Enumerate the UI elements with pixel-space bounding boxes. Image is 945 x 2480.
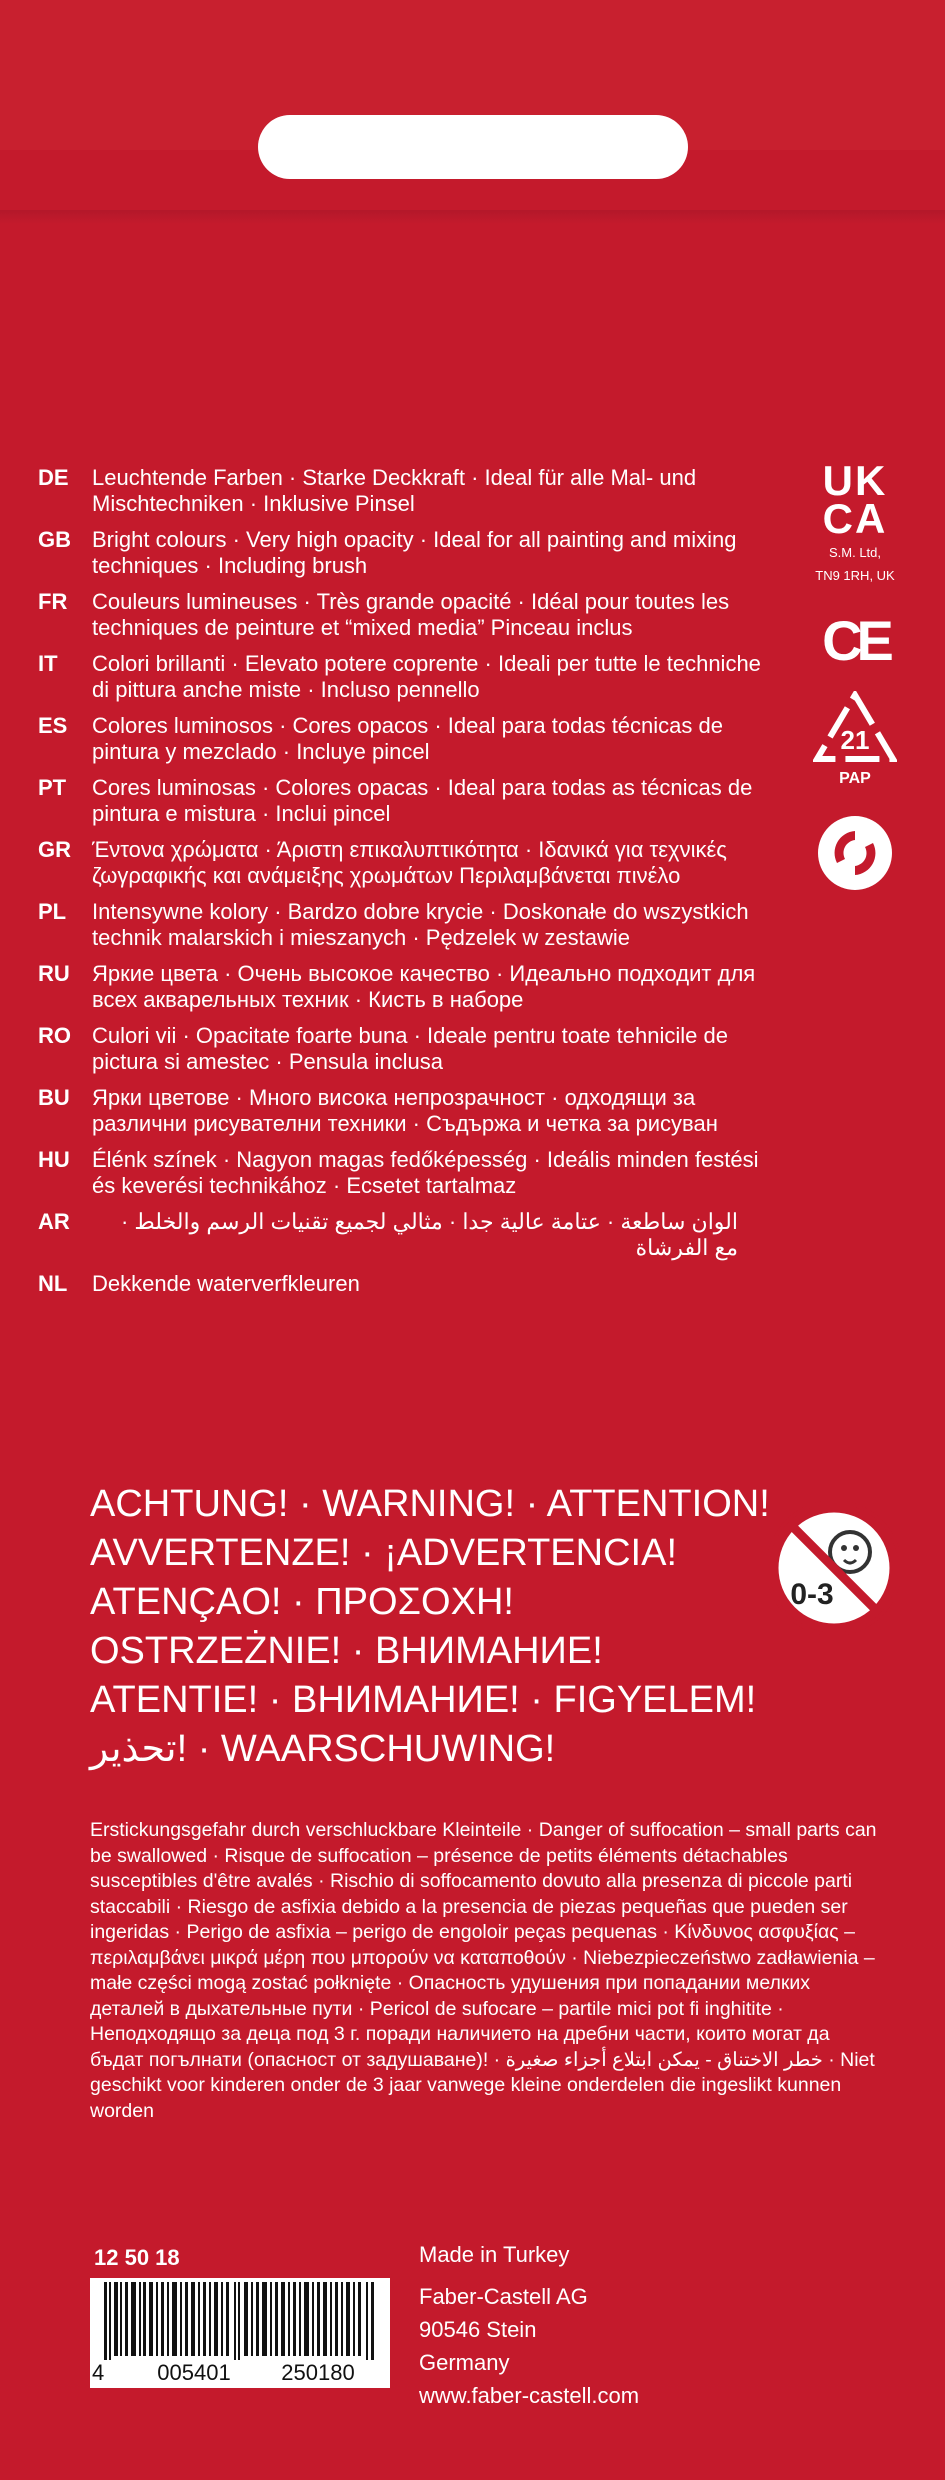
barcode-digits <box>90 2360 390 2386</box>
warning-line-2: AVVERTENZE! · ¡ADVERTENCIA! <box>90 1532 677 1574</box>
company-city: 90546 Stein <box>419 2317 537 2342</box>
ukca-line-1: UK <box>822 457 888 504</box>
ukca-line-2: CA <box>822 495 888 542</box>
lang-row-ro: RO Culori vii · Opacitate foarte buna · Ideale pentru toate tehnicile de pictura si amestec · Pensula inclusa <box>38 1023 728 1074</box>
green-dot-arrows-icon <box>827 825 883 881</box>
hang-hole <box>258 115 688 179</box>
warning-line-6: تحذير! · WAARSCHUWING! <box>90 1728 556 1770</box>
barcode-digit-lead: 4 <box>92 2360 105 2385</box>
lang-row-ar: AR الوان ساطعة · عتامة عالية جدا · مثالي لجميع تقنيات الرسم والخلط · مع الفرشاة <box>38 1209 738 1260</box>
manufacturer-info <box>419 2242 639 2416</box>
lang-row-de: DE Leuchtende Farben · Starke Deckkraft · Ideal für alle Mal- und Mischtechniken · Inklusive Pinsel <box>38 465 697 516</box>
made-in: Made in Turkey <box>419 2242 570 2267</box>
warning-line-5: ATENTIE! · ВНИМАНИЕ! · FIGYELEM! <box>90 1679 757 1721</box>
lang-row-nl: NL Dekkende waterverfkleuren <box>38 1271 360 1296</box>
barcode-bars-icon <box>90 2278 390 2360</box>
ukca-address-1: S.M. Ltd, <box>828 545 882 560</box>
ukca-mark <box>800 457 910 584</box>
lang-row-pl: PL Intensywne kolory · Bardzo dobre krycie · Doskonałe do wszystkich technik malarskich i mieszanych · Pędzelek w zestawie <box>38 899 749 950</box>
warning-text: Erstickungsgefahr durch verschluckbare Kleinteile · Danger of suffocation – small parts can be swallowed · Risque de suffocation – présence de petits éléments détachables susceptibles d'être avalés · Rischio di soffocamento dovuto alla presenza di piccole parti staccabili · Riesgo de asfixia debido a la presencia de piezas pequeñas que pueden ser ingeridas · Perigo de asfixia – perigo de engoloir peças pequenas · Κίνδυνος ασφυξίας – περιλαμβάνει μικρά μέρη που μπορούν να καταποθούν · Niebezpieczeństwo zadławienia – małe części mogą zostać połknięte · Опасность удушения при попадании мелких деталей в дыхательные пути · Pericol de sufocare – partile mici pot fi inghitite · Неподходящо за деца под 3 г. поради наличието на дребни части, които могат да бъдат погълнати (опасност от задушаване)! · خطر الاختناق - يمكن ابتلاع أجزاء صغيرة · Niet geschikt voor kinderen onder de 3 jaar vanwege kleine onderdelen die ingeslikt kunnen worden <box>90 1819 877 2122</box>
recycle-symbol <box>810 691 900 788</box>
article-number: 12 50 18 <box>94 2245 180 2270</box>
company-name: Faber-Castell AG <box>419 2284 588 2309</box>
lang-row-fr: FR Couleurs lumineuses · Très grande opacité · Idéal pour toutes les techniques de peinture et “mixed media” Pinceau inclus <box>38 589 730 640</box>
language-descriptions <box>38 465 778 1307</box>
company-website: www.faber-castell.com <box>419 2383 640 2408</box>
warning-headings <box>90 1480 770 1774</box>
barcode-digit-group-2: 250180 <box>281 2360 355 2385</box>
recycle-number: 21 <box>840 725 870 755</box>
ce-mark: CE <box>822 609 888 672</box>
green-dot-icon <box>818 816 892 890</box>
warning-line-4: OSTRZEŻNIE! · ВНИМАНИЕ! <box>90 1630 603 1672</box>
lang-row-it: IT Colori brillanti · Elevato potere coprente · Ideali per tutte le techniche di pittura anche miste · Incluso pennello <box>38 651 761 702</box>
lang-row-hu: HU Élénk színek · Nagyon magas fedőképesség · Ideális minden festési és keverési technikához · Ecsetet tartalmaz <box>38 1147 759 1198</box>
warning-line-1: ACHTUNG! · WARNING! · ATTENTION! <box>90 1483 770 1525</box>
not-for-under-3-icon <box>762 1496 906 1640</box>
recycle-material: PAP <box>839 770 871 787</box>
warning-line-3: ATENÇAO! · ΠΡΟΣΟΧΗ! <box>90 1581 514 1623</box>
lang-row-es: ES Colores luminosos · Cores opacos · Ideal para todas técnicas de pintura y mezclado · Incluye pincel <box>38 713 723 764</box>
fold-line <box>0 210 945 224</box>
lang-row-gb: GB Bright colours · Very high opacity · Ideal for all painting and mixing techniques · Including brush <box>38 527 737 578</box>
age-sign-label: 0-3 <box>790 1578 834 1611</box>
company-country: Germany <box>419 2350 510 2375</box>
barcode-digit-group-1: 005401 <box>157 2360 231 2385</box>
lang-row-ru: RU Яркие цвета · Очень высокое качество · Идеально подходит для всех акварельных техник · Кисть в наборе <box>38 961 756 1012</box>
certification-marks <box>800 457 910 890</box>
lang-row-gr: GR Έντονα χρώματα · Άριστη επικαλυπτικότητα · Ιδανικά για τεχνικές ζωγραφικής και ανάμειξης χρωμάτων Περιλαμβάνεται πινέλο <box>38 837 727 888</box>
ukca-address-2: TN9 1RH, UK <box>815 568 895 583</box>
lang-row-bu: BU Ярки цветове · Много висока непрозрачност · одходящи за различни рисувателни техники · Съдържа и четка за рисуван <box>38 1085 718 1136</box>
recycle-triangle-icon <box>813 691 897 763</box>
lang-row-pt: PT Cores luminosas · Colores opacas · Ideal para todas as técnicas de pintura e mistura · Inclui pincel <box>38 775 753 826</box>
